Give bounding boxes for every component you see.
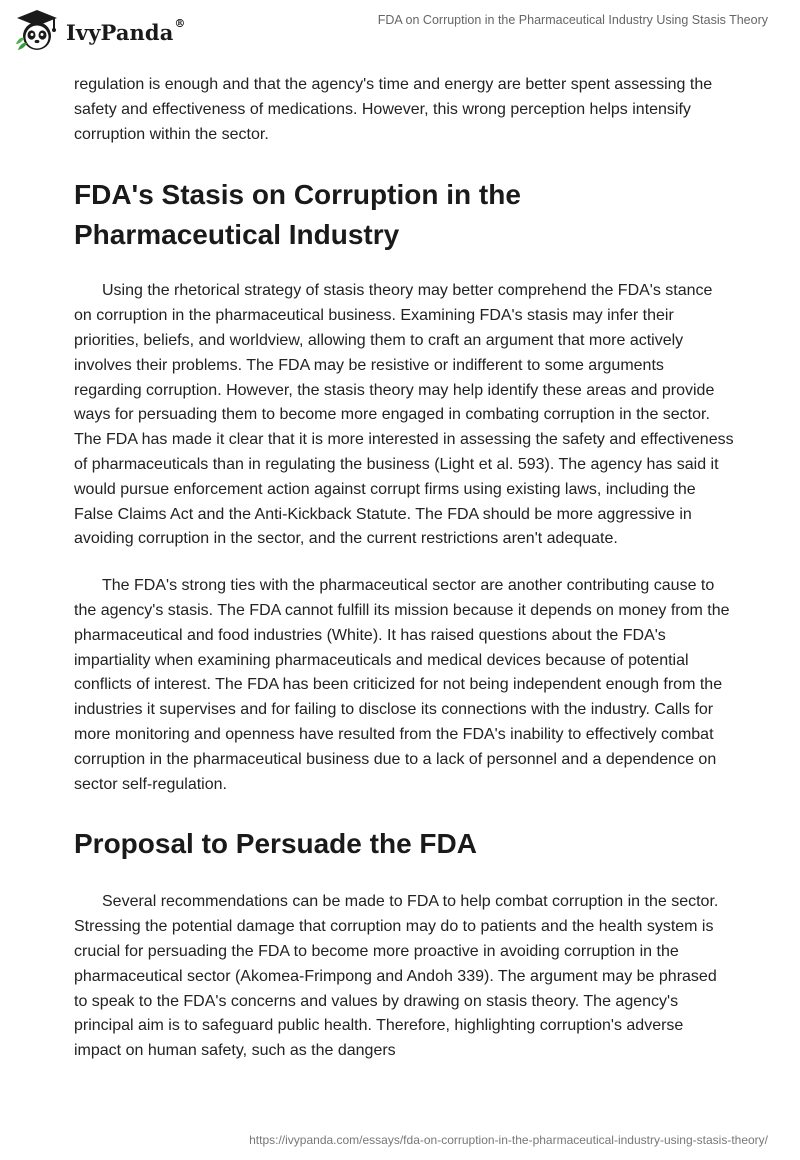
paragraph: Several recommendations can be made to FDA to help combat corruption in the sector. Stressing the potential damage that corruption may do to patients and the health system is crucial for persuading the FDA to become more proactive in avoiding corruption in the pharmaceutical sector (Akomea-Frimpong and Andoh 339). The argument may be phrased to speak to the FDA's concerns and values by drawing on stasis theory. The agency's principal aim is to safeguard public health. Therefore, highlighting corruption's adverse impact on human safety, such as the dangers xyxy=(74,893,719,1060)
section-heading-stasis: FDA's Stasis on Corruption in the Pharmaceutical Industry xyxy=(74,179,521,251)
essay-body xyxy=(74,73,734,1064)
document-title: FDA on Corruption in the Pharmaceutical Industry Using Stasis Theory xyxy=(377,13,768,27)
paragraph: Using the rhetorical strategy of stasis theory may better comprehend the FDA's stance on corruption in the pharmaceutical business. Examining FDA's stasis may infer their priorities, beliefs, and worldview, allowing them to craft an argument that more actively involves their problems. The FDA may be resistive or indifferent to some arguments regarding corruption. However, the stasis theory may help identify these areas and provide ways for persuading them to become more engaged in combating corruption in the sector. The FDA has made it clear that it is more interested in assessing the safety and effectiveness of pharmaceuticals than in regulating the business (Light et al. 593). The agency has said it would pursue enforcement action against corrupt firms using existing laws, including the False Claims Act and the Anti-Kickback Statute. The FDA should be more aggressive in avoiding corruption in the sector, and the current restrictions aren't adequate. xyxy=(74,282,734,548)
brand-name: IvyPanda® xyxy=(66,16,186,45)
source-url-link[interactable]: https://ivypanda.com/essays/fda-on-corruption-in-the-pharmaceutical-industry-using-stasis-theory/ xyxy=(249,1133,768,1147)
brand-logo[interactable] xyxy=(14,8,186,54)
panda-graduate-icon xyxy=(14,8,60,54)
section-heading-proposal: Proposal to Persuade the FDA xyxy=(74,828,477,860)
paragraph: The FDA's strong ties with the pharmaceutical sector are another contributing cause to the agency's stasis. The FDA cannot fulfill its mission because it depends on money from the pharmaceutical and food industries (White). It has raised questions about the FDA's impartiality when examining pharmaceuticals and medical devices because of potential conflicts of interest. The FDA has been criticized for not being independent enough from the industries it supervises and for failing to disclose its connections with the industry. Calls for more monitoring and openness have resulted from the FDA's inability to effectively combat corruption in the pharmaceutical business due to a lack of personnel and a dependence on sector self-regulation. xyxy=(74,577,730,793)
lead-paragraph: regulation is enough and that the agency's time and energy are better spent assessing the safety and effectiveness of medications. However, this wrong perception helps intensify corruption within the sector. xyxy=(74,76,713,143)
page-header xyxy=(0,0,800,68)
